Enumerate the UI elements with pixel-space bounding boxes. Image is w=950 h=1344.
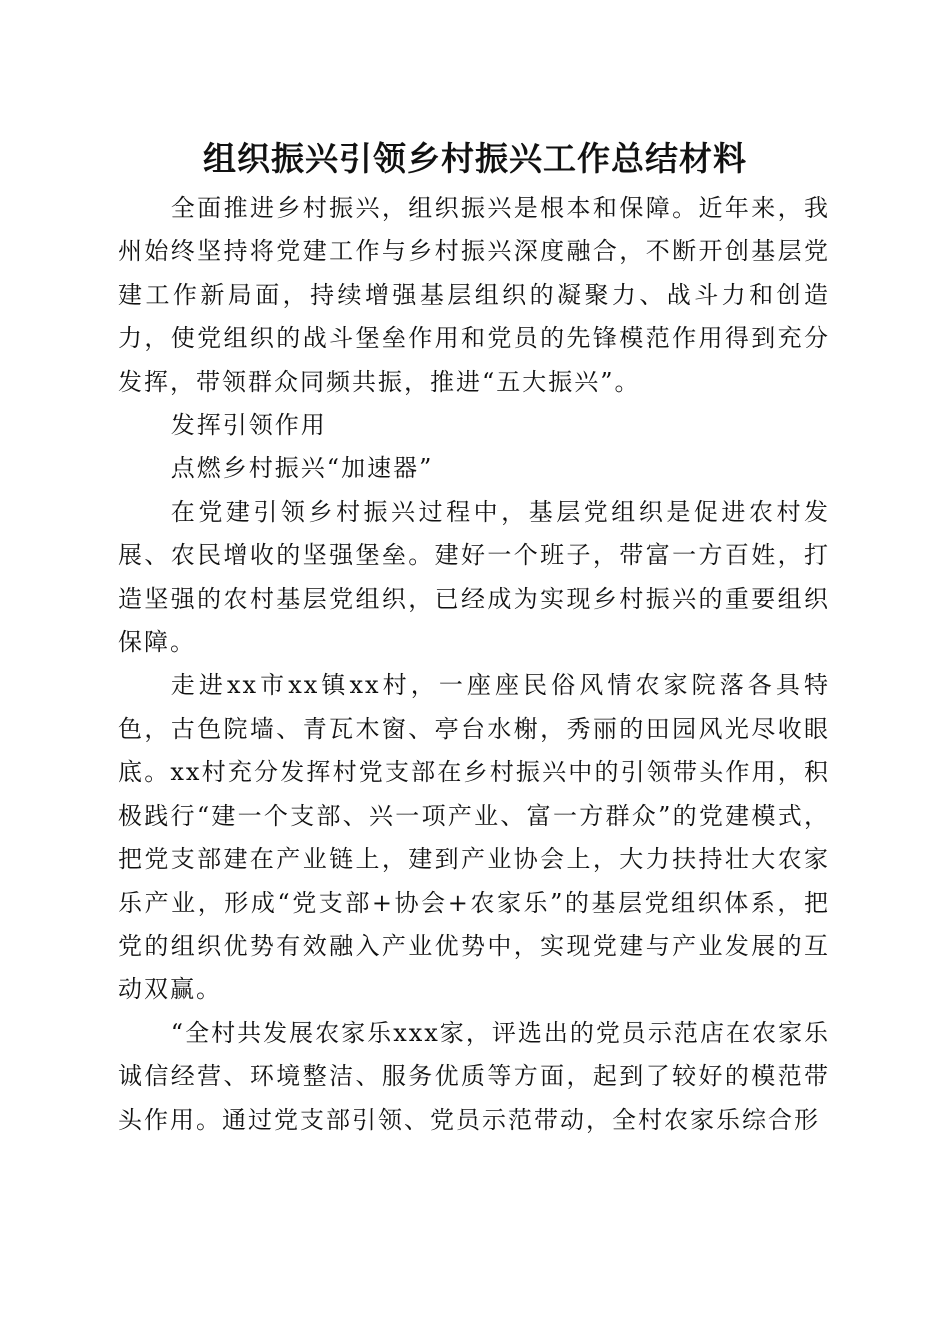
document-title: 组织振兴引领乡村振兴工作总结材料: [203, 139, 747, 178]
section-heading: 发挥引领作用: [170, 411, 327, 440]
paragraph: “全村共发展农家乐xxx家，评选出的党员示范店在农家乐诚信经营、环境整洁、服务优质等方面，起到了较好的模范带头作用。通过党支部引领、党员示范带动，全村农家乐综合形: [118, 1018, 830, 1134]
section-subheading: 点燃乡村振兴“加速器”: [170, 454, 434, 483]
paragraph: 走进xx市xx镇xx村，一座座民俗风情农家院落各具特色，古色院墙、青瓦木窗、亭台水榭，秀丽的田园风光尽收眼底。xx村充分发挥村党支部在乡村振兴中的引领带头作用，积极践行“建一个支部、兴一项产业、富一方群众”的党建模式，把党支部建在产业链上，建到产业协会上，大力扶持壮大农家乐产业，形成“党支部+协会+农家乐”的基层党组织体系，把党的组织优势有效融入产业优势中，实现党建与产业发展的互动双赢。: [118, 671, 830, 1004]
paragraph: 在党建引领乡村振兴过程中，基层党组织是促进农村发展、农民增收的坚强堡垒。建好一个班子，带富一方百姓，打造坚强的农村基层党组织，已经成为实现乡村振兴的重要组织保障。: [118, 497, 830, 657]
paragraph-intro: 全面推进乡村振兴，组织振兴是根本和保障。近年来，我州始终坚持将党建工作与乡村振兴深度融合，不断开创基层党建工作新局面，持续增强基层组织的凝聚力、战斗力和创造力，使党组织的战斗堡垒作用和党员的先锋模范作用得到充分发挥，带领群众同频共振，推进“五大振兴”。: [118, 194, 830, 396]
document-body: [118, 187, 830, 1142]
